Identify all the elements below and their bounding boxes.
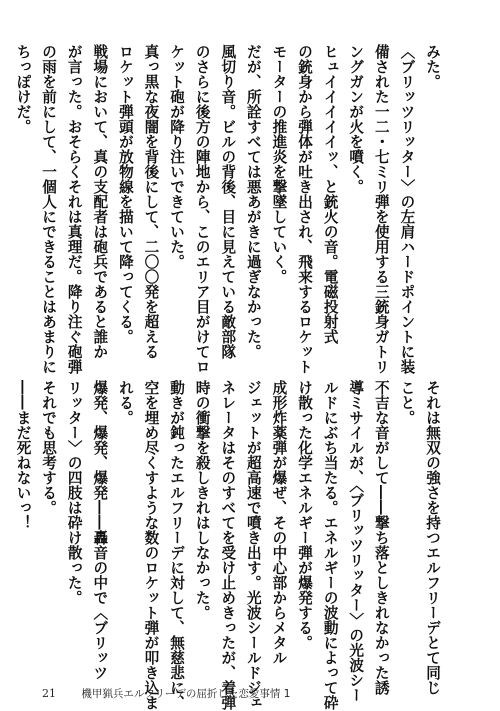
text-column: ルドにぶち当たる。エネルギーの波動によって砕 <box>321 380 339 710</box>
running-title: 機甲猟兵エルフリーデの屈折した恋愛事情 1 <box>81 688 291 700</box>
text-column: 不吉な音がして――撃ち落としきれなかった誘 <box>372 380 390 695</box>
text-column: ヒュイイイイイッ、と銃火の音。電磁投射式 <box>321 44 339 344</box>
text-column: 爆発、爆発、爆発――轟音の中で〈ブリッツ <box>91 380 109 680</box>
text-column: 動きが鈍ったエルフリーデに対して、無慈悲に、 <box>168 380 186 710</box>
text-column: ネレータはそのすべてを受け止めきったが、着弾 <box>219 380 237 710</box>
text-column: の雨を前にして、一個人にできることはあまりに <box>40 44 58 374</box>
upper-text-block <box>14 44 445 374</box>
text-column: 成形炸薬弾が爆ぜ、その中心部からメタル <box>270 380 288 665</box>
text-column: れる。 <box>116 380 134 425</box>
page-footer <box>42 686 290 701</box>
text-column: それでも思考する。 <box>40 380 58 515</box>
text-column: だが、所詮すべては悪あがきに過ぎなかった。 <box>244 44 262 359</box>
text-column: 〈ブリッツリッター〉の左肩ハードポイントに装 <box>398 44 416 374</box>
text-column: ちっぽけだ。 <box>14 44 32 134</box>
text-column: ロケット弾頭が放物線を描いて降ってくる。 <box>116 44 134 344</box>
text-column: 備された一二・七ミリ弾を使用する三銃身ガトリ <box>372 44 390 374</box>
text-column: 導ミサイルが、〈ブリッツリッター〉の光波シー <box>347 380 365 703</box>
text-column: モーターの推進炎を撃墜していく。 <box>270 44 288 284</box>
text-column: それは無双の強さを持つエルフリーデとて同じ <box>424 380 441 695</box>
text-column: 時の衝撃を殺しきれはしなかった。 <box>193 380 211 620</box>
text-column: こと。 <box>398 380 416 425</box>
text-column: 風切り音。ビルの背後、目に見えている敵部隊 <box>219 44 237 359</box>
text-column: ケット砲が降り注いできていた。 <box>168 44 186 269</box>
text-column: ――まだ死ねないっ！ <box>14 380 32 530</box>
text-column: 戦場において、真の支配者は砲兵であると誰か <box>91 44 109 359</box>
text-column: 空を埋め尽くすような数のロケット弾が叩き込ま <box>142 380 160 710</box>
text-column: が言った。おそらくそれは真理だ。降り注ぐ砲弾 <box>65 44 83 374</box>
text-column: け散った化学エネルギー弾が爆発する。 <box>296 380 314 650</box>
text-column: 真っ黒な夜闇を背後にして、二〇〇発を超える <box>142 44 160 359</box>
text-column: リッター〉の四肢は砕け散った。 <box>65 380 83 605</box>
text-column: のさらに後方の陣地から、このエリア目がけてロ <box>193 44 211 374</box>
page-number: 21 <box>42 687 56 700</box>
text-column: みた。 <box>424 44 441 89</box>
text-column: ングガンが火を噴く。 <box>347 44 365 194</box>
text-column: の銃身から弾体が吐き出され、飛来するロケット <box>296 44 314 374</box>
text-column: ジェットが超高速で噴き出す。光波シールドジェ <box>244 380 262 710</box>
